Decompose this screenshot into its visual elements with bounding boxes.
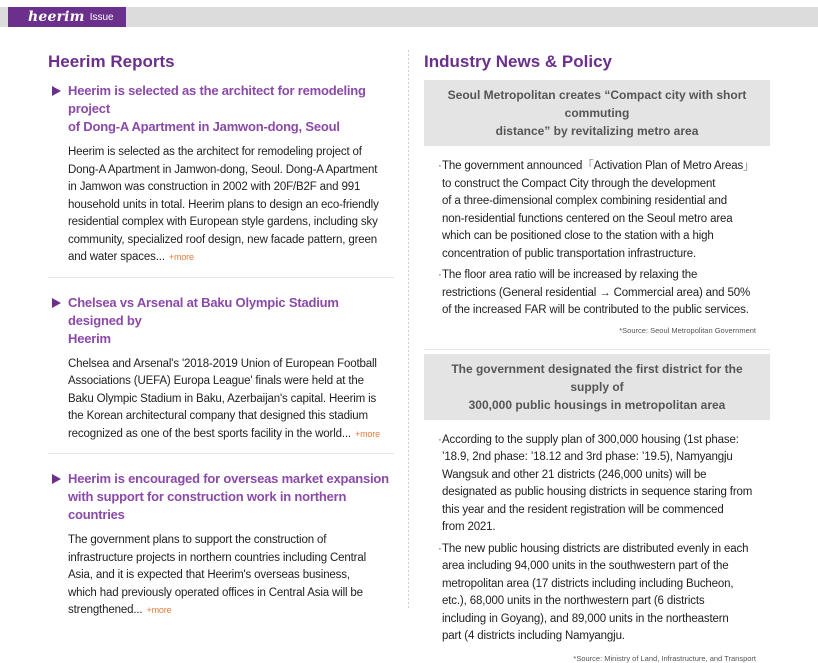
triangle-right-icon bbox=[52, 298, 61, 308]
report-title[interactable]: Heerim is encouraged for overseas market expansion with support for construction work in northern countries bbox=[68, 471, 389, 522]
triangle-right-icon bbox=[52, 474, 61, 484]
report-body: Heerim is selected as the architect for remodeling project of Dong-A Apartment in Jamwon-dong, Seoul. Dong-A Apartment in Jamwon was construction in 2002 with 20F/B2F and 991 household units in total. Heerim plans to design an eco-friendly residential complex with European style gardens, including sky community, specialized roof design, new facade pattern, green and water spaces... +more bbox=[68, 146, 379, 263]
bullet-dot-icon: · bbox=[438, 542, 442, 555]
brand-badge bbox=[8, 7, 126, 27]
bullet-dot-icon: · bbox=[438, 269, 442, 281]
report-item bbox=[48, 470, 394, 620]
news-headline: Seoul Metropolitan creates “Compact city with short commuting distance” by revitalizing metro area bbox=[424, 80, 770, 146]
industry-news-column bbox=[424, 50, 770, 663]
news-headline: The government designated the first district for the supply of 300,000 public housings in metropolitan area bbox=[424, 354, 770, 420]
heerim-logo: heerim bbox=[28, 9, 85, 25]
report-title[interactable]: Heerim is selected as the architect for remodeling project of Dong-A Apartment in Jamwon-dong, Seoul bbox=[68, 83, 366, 134]
column-divider bbox=[408, 50, 409, 610]
bullet-dot-icon: · bbox=[438, 160, 442, 172]
more-link[interactable]: +more bbox=[146, 605, 172, 615]
heerim-reports-column bbox=[48, 50, 394, 620]
more-link[interactable]: +more bbox=[168, 252, 194, 262]
bullet-dot-icon: · bbox=[438, 433, 442, 446]
divider bbox=[48, 277, 394, 278]
divider bbox=[48, 453, 394, 454]
news-bullet: · According to the supply plan of 300,000 housing (1st phase: ’18.9, 2nd phase: ’18.12 and 3rd phase: ’19.5), Namyangju Wangsuk and other 21 districts (246,000 units) will be designated as public housing districts in sequence staring from this year and the resident registration will be commenced from 2021. bbox=[438, 433, 753, 533]
heerim-reports-title: Heerim Reports bbox=[48, 52, 175, 71]
industry-news-title: Industry News & Policy bbox=[424, 52, 612, 71]
report-body: The government plans to support the construction of infrastructure projects in northern countries including Central Asia, and it is expected that Heerim's overseas business, which had previously operated offices in Central Asia will be strengthened... +more bbox=[68, 534, 367, 616]
news-bullet: · The new public housing districts are distributed evenly in each area including 94,000 units in the southwestern part of the metropolitan area (17 districts including including Bucheon, etc.), 68,000 units in the northwestern part (6 districts including in Goyang), and 89,000 units in the northeastern part (4 districts including Namyangju. bbox=[438, 542, 749, 642]
report-item bbox=[48, 82, 394, 267]
news-bullet: · The government announced「Activation Plan of Metro Areas」 to construct the Compact City through the development of a three-dimensional complex combining residential and non-residential functions centered on the Seoul metro area which can be positioned close to the station with a high concentration of public transportation infrastructure. bbox=[438, 160, 755, 260]
report-item bbox=[48, 294, 394, 444]
news-bullet: · The floor area ratio will be increased by relaxing the restrictions (General residential → Commercial area) and 50% of the increased FAR will be contributed to the public services. bbox=[438, 269, 751, 316]
news-source: *Source: Ministry of Land, Infrastructure, and Transport bbox=[573, 653, 756, 663]
news-source: *Source: Seoul Metropolitan Government bbox=[619, 325, 756, 335]
divider bbox=[424, 349, 770, 350]
report-title[interactable]: Chelsea vs Arsenal at Baku Olympic Stadium designed by Heerim bbox=[68, 294, 339, 346]
more-link[interactable]: +more bbox=[354, 428, 380, 439]
issue-tag: Issue bbox=[89, 12, 114, 23]
triangle-right-icon bbox=[52, 86, 61, 96]
top-bar bbox=[0, 7, 818, 27]
report-body: Chelsea and Arsenal's '2018-2019 Union of European Football Associations (UEFA) Europa League' finals were held at the Baku Olympic Stadium in Baku, Azerbaijan's capital. Heerim is the Korean architectural company that designed this stadium recognized as one of the best sports facility in the world... +more bbox=[68, 357, 380, 440]
